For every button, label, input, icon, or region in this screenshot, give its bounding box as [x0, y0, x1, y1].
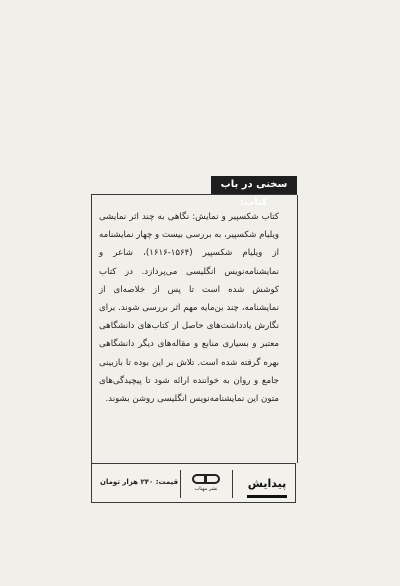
publisher-logo-icon — [192, 474, 220, 484]
divider — [180, 470, 181, 498]
section-title: سخنی در باب کتاب: — [211, 176, 297, 194]
price-label: قیمت: ۲۴۰ هزار تومان — [100, 478, 179, 486]
brand-logo: پیدایش — [247, 473, 287, 498]
section-header — [91, 176, 297, 208]
publisher-logo — [187, 473, 225, 493]
divider — [232, 470, 233, 498]
book-description: کتاب شکسپیر و نمایش: نگاهی به چند اثر نمایشی ویلیام شکسپیر، به بررسی بیست و چهار نمایشنامه از ویلیام شکسپیر (۱۵۶۴-۱۶۱۶)، شاعر و نمایشنامه‌نویس انگلیسی می‌پردازد. در کتاب کوشش شده است تا پس از خلاصه‌ای از نمایشنامه، چند بن‌مایه مهم اثر بررسی شوند. برای نگارش یادداشت‌های حاصل از کتاب‌های دانشگاهی معتبر و بسیاری منابع و مقاله‌های دیگر دانشگاهی بهره گرفته شده است. تلاش بر این بوده تا بازبینی جامع و روان به خواننده ارائه شود تا پیچیدگی‌های متون این نمایشنامه‌نویس انگلیسی روشن بشوند. — [99, 212, 279, 405]
footer-bar — [91, 463, 296, 503]
publisher-logo-text: نشر مهتاب — [194, 486, 218, 492]
